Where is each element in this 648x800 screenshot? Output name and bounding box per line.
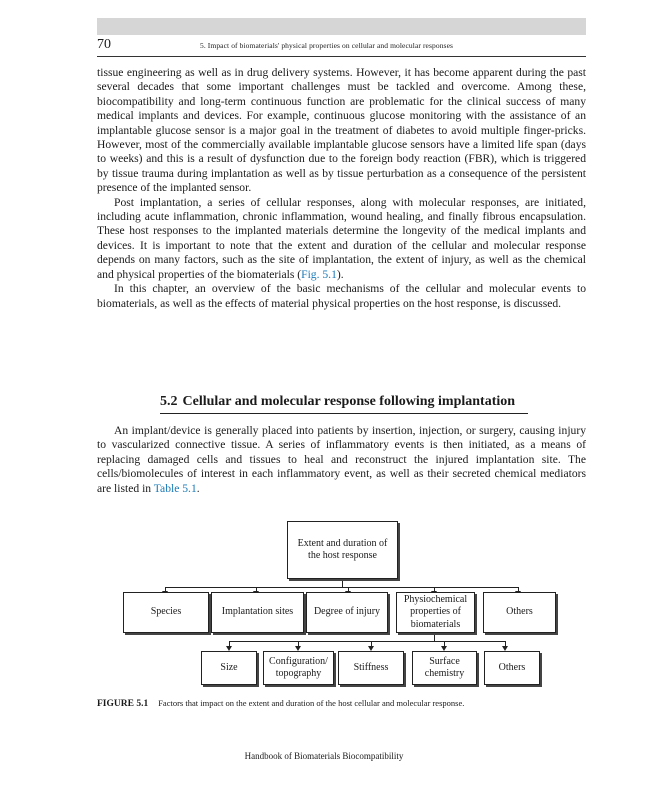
connector-line (444, 641, 445, 647)
figure-label: FIGURE 5.1 (97, 699, 149, 709)
diagram-root-label: Extent and duration of the host response (297, 537, 388, 561)
factor-label: Physiochemical properties of biomaterials (403, 593, 468, 630)
connector-line (371, 641, 372, 647)
section-paragraph (97, 424, 586, 496)
factor-box-species (123, 592, 209, 633)
section-title: Cellular and molecular response following implantation (182, 394, 516, 409)
property-label: Surface chemistry (424, 655, 465, 679)
factor-box-implantation-sites (211, 592, 304, 633)
connector-line (505, 641, 506, 647)
diagram-root-box (287, 521, 398, 579)
section-heading (160, 394, 528, 414)
figure-caption-text: Factors that impact on the extent and duration of the host cellular and molecular response. (158, 698, 465, 708)
intro-text (97, 66, 586, 311)
section-body (97, 424, 586, 496)
property-box-configuration (263, 651, 334, 685)
factor-box-physiochemical-properties (396, 592, 475, 633)
connector-line (298, 641, 299, 647)
figure-caption (97, 698, 464, 709)
connector-line (434, 635, 435, 642)
property-box-others (484, 651, 540, 685)
factor-label: Species (150, 606, 182, 618)
property-box-surface-chemistry (412, 651, 477, 685)
figure-link[interactable]: Fig. 5.1 (301, 267, 337, 281)
intro-paragraph-3: In this chapter, an overview of the basic mechanisms of the cellular and molecular events to biomaterials, as well as the effects of material physical properties on the host response, is discussed. (97, 282, 586, 310)
property-label: Configuration/ topography (269, 655, 328, 679)
connector-line (229, 641, 230, 647)
intro-paragraph-1: tissue engineering as well as in drug delivery systems. However, it has become apparent during the past several decades that some important challenges must be tackled and overcome. Among these, biocompatibility and long-term continuous function are problematic for the clinical success of many medical implants and devices. For example, continuous glucose monitoring with the assistance of an implantable glucose sensor is a major goal in the treatment of diabetes to avoid multiple finger-pricks. However, most of the commercially available implantable glucose sensors have a limited life span (days to weeks) and this is a result of dysfunction due to the foreign body reaction (FBR), which is triggered by tissue trauma during implantation as well as by tissue perturbation as a consequence of the persistent presence of the implanted sensor. (97, 66, 586, 195)
intro-paragraph-2-end: ). (336, 267, 344, 281)
section-number: 5.2 (160, 394, 178, 409)
property-label: Stiffness (353, 661, 389, 673)
header-bar (97, 18, 586, 35)
factor-label: Degree of injury (313, 606, 381, 618)
connector-line (165, 587, 518, 588)
connector-line (229, 641, 505, 642)
factor-box-degree-of-injury (306, 592, 388, 633)
factor-label: Others (506, 606, 533, 618)
factor-box-others (483, 592, 556, 633)
footer-book-title: Handbook of Biomaterials Biocompatibility (244, 751, 404, 761)
property-label: Size (220, 661, 238, 673)
section-paragraph-text: An implant/device is generally placed into patients by insertion, injection, or surgery, causing injury to vascularized connective tissue. A series of inflammatory events is then initiated, as a means of replacing damaged cells and tissues to heal and reconstruct the injured implantation site. The cells/biomolecules of interest in each inflammatory event, as well as their secreted chemical mediators are listed in (97, 424, 586, 495)
running-head: 5. Impact of biomaterials' physical properties on cellular and molecular responses (200, 41, 454, 50)
table-link[interactable]: Table 5.1 (153, 481, 197, 495)
property-label: Others (498, 661, 526, 673)
header-rule (97, 56, 586, 57)
section-paragraph-end: . (196, 481, 200, 495)
property-box-stiffness (338, 651, 404, 685)
property-box-size (201, 651, 257, 685)
factor-label: Implantation sites (221, 606, 294, 618)
connector-line (342, 581, 343, 588)
intro-paragraph-2-text: Post implantation, a series of cellular responses, along with molecular responses, are initiated, including acute inflammation, chronic inflammation, wound healing, and finally fibrous encapsulation. These host responses to the implanted materials determine the longevity of the medical implants and devices. It is important to note that the extent and duration of the cellular and molecular response depends on many factors, such as the site of implantation, the extent of injury, as well as the chemical and physical properties of the biomaterials ( (97, 195, 586, 281)
page-number: 70 (97, 37, 111, 52)
intro-paragraph-2 (97, 196, 586, 282)
